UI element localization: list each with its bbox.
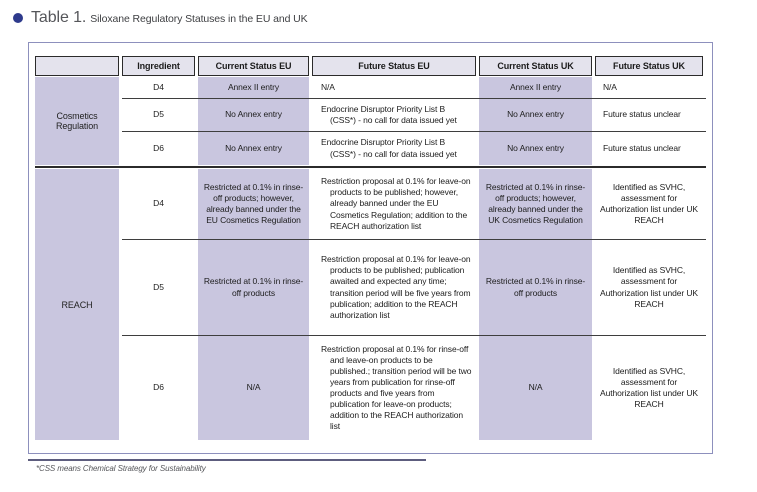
cell-ingredient: D4 (122, 77, 195, 98)
table-row (122, 336, 706, 440)
section-rows (122, 169, 706, 440)
table-caption-prefix: Table 1. (31, 9, 87, 26)
column-header-future-status-uk: Future Status UK (595, 56, 703, 76)
table-row (122, 77, 706, 99)
column-header-current-status-uk: Current Status UK (479, 56, 592, 76)
cell-current-status-eu: No Annex entry (198, 132, 309, 165)
cell-text: Endocrine Disruptor Priority List B (CSS*) - no call for data issued yet (321, 103, 457, 125)
cell-text: Restriction proposal at 0.1% for rinse-off and leave-on products to be published.; transition period will be two years from publication for rinse-off products and five years from publication for leave-on products; addition to the REACH authorization list (321, 343, 472, 432)
column-header-ingredient: Ingredient (122, 56, 195, 76)
cell-current-status-eu: No Annex entry (198, 99, 309, 131)
footnote-rule (28, 459, 426, 461)
cell-current-status-uk: No Annex entry (479, 132, 592, 165)
table-row (122, 132, 706, 165)
cell-future-status-eu (312, 99, 476, 131)
section-cosmetics-regulation (35, 77, 706, 165)
cell-ingredient: D5 (122, 240, 195, 335)
cell-current-status-eu: Restricted at 0.1% in rinse-off products; however, already banned under the EU Cosmetics Regulation (198, 169, 309, 239)
cell-text: N/A (321, 81, 335, 92)
cell-future-status-uk: Identified as SVHC, assessment for Authorization list under UK REACH (595, 336, 703, 440)
cell-ingredient: D6 (122, 132, 195, 165)
section-label: Cosmetics Regulation (35, 77, 119, 165)
cell-future-status-uk: Future status unclear (595, 99, 703, 131)
cell-current-status-uk: No Annex entry (479, 99, 592, 131)
cell-current-status-uk: Restricted at 0.1% in rinse-off products (479, 240, 592, 335)
cell-text: Endocrine Disruptor Priority List B (CSS*) - no call for data issued yet (321, 137, 457, 159)
cell-future-status-uk: Identified as SVHC, assessment for Authorization list under UK REACH (595, 240, 703, 335)
cell-future-status-eu (312, 169, 476, 239)
cell-future-status-eu (312, 336, 476, 440)
cell-future-status-uk: Future status unclear (595, 132, 703, 165)
cell-current-status-uk: Annex II entry (479, 77, 592, 98)
table-header-row (35, 56, 706, 76)
cell-ingredient: D6 (122, 336, 195, 440)
section-reach (35, 169, 706, 440)
regulatory-status-table (28, 42, 713, 454)
table-row (122, 240, 706, 336)
bullet-icon (13, 13, 23, 23)
cell-ingredient: D4 (122, 169, 195, 239)
column-header-future-status-eu: Future Status EU (312, 56, 476, 76)
cell-ingredient: D5 (122, 99, 195, 131)
section-label: REACH (35, 169, 119, 440)
cell-future-status-uk: N/A (595, 77, 703, 98)
cell-future-status-eu (312, 77, 476, 98)
cell-text: Restriction proposal at 0.1% for leave-on products to be published; however, already banned under the EU Cosmetics Regulation; addition to the REACH authorization list (321, 176, 471, 231)
cell-current-status-eu: Restricted at 0.1% in rinse-off products (198, 240, 309, 335)
cell-future-status-eu (312, 240, 476, 335)
column-header-current-status-eu: Current Status EU (198, 56, 309, 76)
cell-current-status-eu: N/A (198, 336, 309, 440)
section-rows (122, 77, 706, 165)
table-row (122, 169, 706, 240)
cell-current-status-uk: Restricted at 0.1% in rinse-off products; however, already banned under the UK Cosmetics Regulation (479, 169, 592, 239)
cell-future-status-eu (312, 132, 476, 165)
table-caption-text: Siloxane Regulatory Statuses in the EU and UK (90, 13, 308, 25)
column-header-section (35, 56, 119, 76)
table-caption (13, 9, 308, 27)
cell-current-status-eu: Annex II entry (198, 77, 309, 98)
cell-current-status-uk: N/A (479, 336, 592, 440)
cell-text: Restriction proposal at 0.1% for leave-on products to be published; publication awaited and expected any time; transition period will be five years from publication; addition to the REACH authorization list (321, 254, 471, 320)
table-row (122, 99, 706, 132)
section-divider (35, 166, 706, 168)
cell-future-status-uk: Identified as SVHC, assessment for Authorization list under UK REACH (595, 169, 703, 239)
footnote: *CSS means Chemical Strategy for Sustainability (36, 464, 206, 473)
